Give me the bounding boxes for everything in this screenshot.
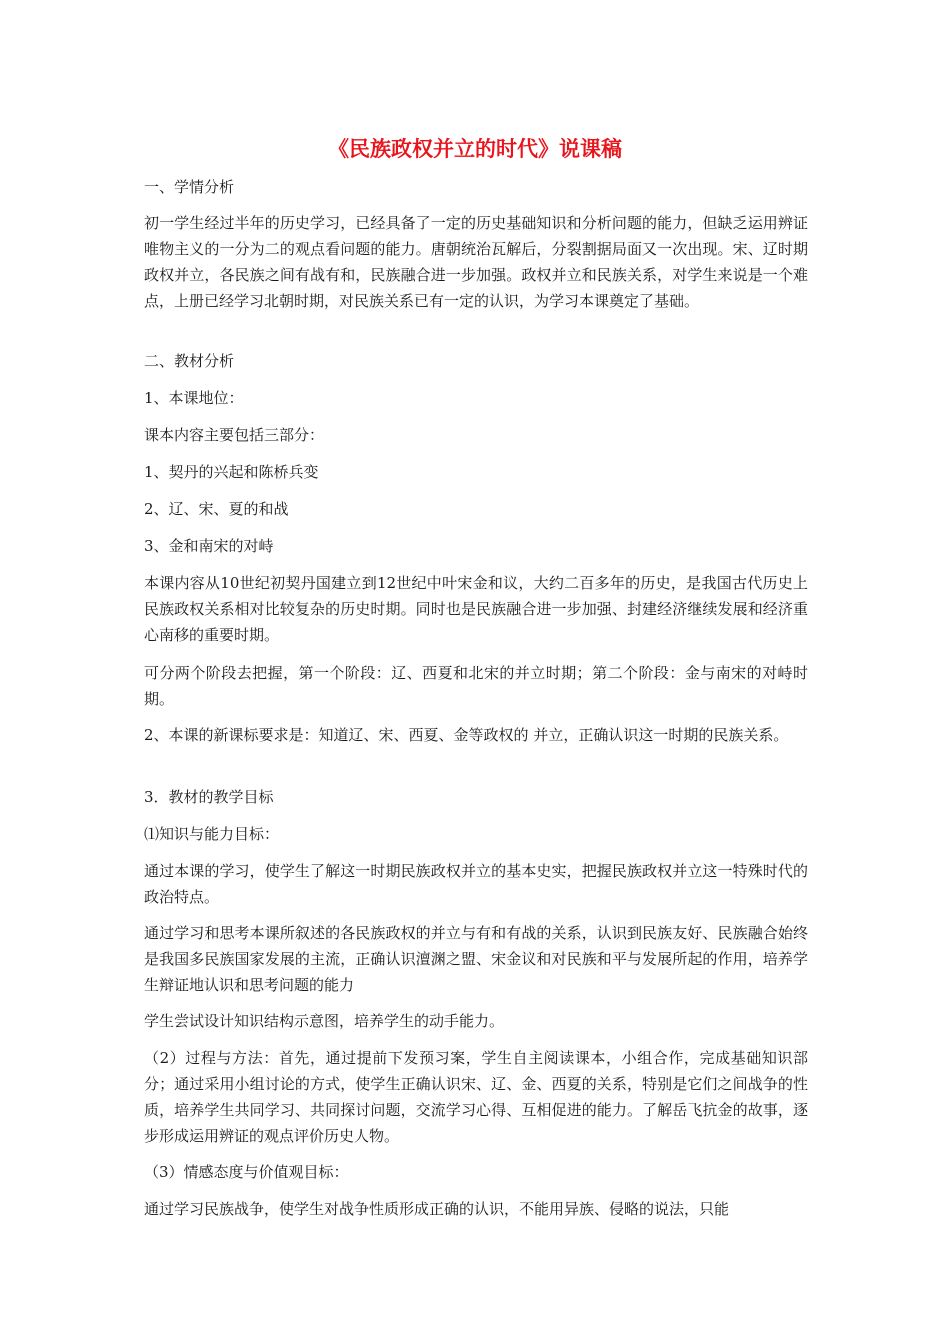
paragraph-two-stages: 可分两个阶段去把握，第一个阶段：辽、西夏和北宋的并立时期；第二个阶段：金与南宋的对峙时期。 [144, 664, 808, 708]
paragraph-learner-analysis: 初一学生经过半年的历史学习，已经具备了一定的历史基础知识和分析问题的能力，但缺乏运用辨证唯物主义的一分为二的观点看问题的能力。唐朝统治瓦解后，分裂割据局面又一次出现。宋、辽时期政权并立，各民族之间有战有和，民族融合进一步加强。政权并立和民族关系，对学生来说是一个难点，上册已经学习北朝时期，对民族关系已有一定的认识，为学习本课奠定了基础。 [144, 214, 808, 310]
subheading-teaching-goals: 3．教材的教学目标 [144, 788, 274, 806]
subheading-knowledge-ability: ⑴知识与能力目标： [144, 825, 280, 843]
heading-textbook-analysis: 二、教材分析 [144, 352, 235, 370]
list-item-1: 1、契丹的兴起和陈桥兵变 [144, 463, 319, 481]
subheading-lesson-position: 1、本课地位： [144, 389, 244, 407]
list-item-2: 2、辽、宋、夏的和战 [144, 500, 289, 518]
paragraph-knowledge-goal-1: 通过本课的学习，使学生了解这一时期民族政权并立的基本史实，把握民族政权并立这一特殊时代的政治特点。 [144, 862, 808, 906]
document-title: 《民族政权并立的时代》说课稿 [328, 137, 622, 161]
paragraph-process-method: （2）过程与方法：首先，通过提前下发预习案，学生自主阅读课本，小组合作，完成基础知识部分；通过采用小组讨论的方式，使学生正确认识宋、辽、金、西夏的关系，特别是它们之间战争的性质，培养学生共同学习、共同探讨问题，交流学习心得、互相促进的能力。了解岳飞抗金的故事，逐步形成运用辨证的观点评价历史人物。 [144, 1049, 808, 1145]
paragraph-content-intro: 课本内容主要包括三部分： [144, 426, 325, 444]
list-item-3: 3、金和南宋的对峙 [144, 537, 274, 555]
paragraph-curriculum-requirement: 2、本课的新课标要求是：知道辽、宋、西夏、金等政权的 并立，正确认识这一时期的民族关系。 [144, 726, 789, 744]
paragraph-lesson-scope: 本课内容从10世纪初契丹国建立到12世纪中叶宋金和议，大约二百多年的历史，是我国古代历史上民族政权关系相对比较复杂的历史时期。同时也是民族融合进一步加强、封建经济继续发展和经济重心南移的重要时期。 [144, 574, 808, 644]
heading-learner-analysis: 一、学情分析 [144, 178, 235, 196]
subheading-values: （3）情感态度与价值观目标： [144, 1163, 349, 1181]
paragraph-values: 通过学习民族战争，使学生对战争性质形成正确的认识，不能用异族、侵略的说法，只能 [144, 1200, 730, 1218]
paragraph-knowledge-goal-3: 学生尝试设计知识结构示意图，培养学生的动手能力。 [144, 1012, 505, 1030]
paragraph-knowledge-goal-2: 通过学习和思考本课所叙述的各民族政权的并立与有和有战的关系，认识到民族友好、民族融合始终是我国多民族国家发展的主流，正确认识澶渊之盟、宋金议和对民族和平与发展所起的作用，培养学生辩证地认识和思考问题的能力 [144, 924, 808, 994]
